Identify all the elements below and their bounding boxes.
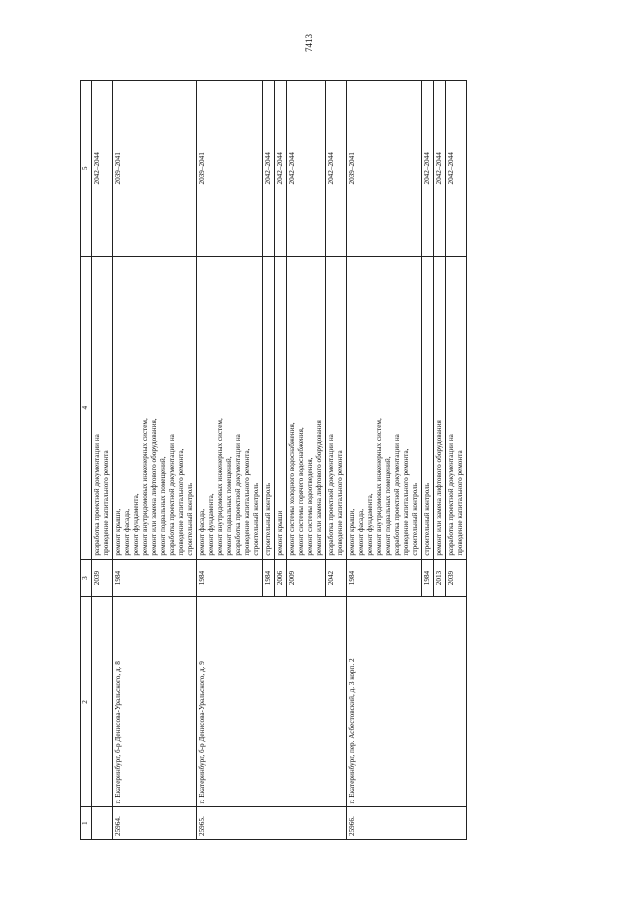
work-line: ремонт внутридомовых инженерных систем, bbox=[375, 418, 383, 556]
work-line: ремонт фундамента, bbox=[132, 493, 140, 556]
work-line: ремонт фасада, bbox=[357, 509, 365, 556]
table-container bbox=[80, 15, 573, 840]
work-line: строительный контроль bbox=[411, 482, 419, 556]
period-cell: 2039–2041 bbox=[197, 81, 263, 257]
year-cell: 2039 bbox=[446, 559, 467, 597]
repair-schedule-table bbox=[80, 80, 467, 840]
period-cell: 2042–2044 bbox=[287, 81, 326, 257]
work-line: строительный контроль bbox=[264, 482, 272, 556]
year-cell: 2013 bbox=[434, 559, 446, 597]
work-line: ремонт фасада, bbox=[198, 509, 206, 556]
works-cell bbox=[446, 256, 467, 559]
work-line: проведение капитального ремонта bbox=[336, 450, 344, 556]
works-cell bbox=[263, 256, 275, 559]
period-cell: 2039–2041 bbox=[347, 81, 422, 257]
year-cell: 2006 bbox=[275, 559, 287, 597]
work-line: разработка проектной документации на bbox=[168, 434, 176, 556]
work-line: разработка проектной документации на bbox=[447, 434, 455, 556]
period-cell: 2042–2044 bbox=[92, 81, 113, 257]
period-cell: 2042–2044 bbox=[263, 81, 275, 257]
period-cell: 2042–2044 bbox=[434, 81, 446, 257]
period-cell: 2042–2044 bbox=[275, 81, 287, 257]
work-line: ремонт подвальных помещений, bbox=[159, 456, 167, 556]
header-col-2: 2 bbox=[81, 597, 92, 807]
header-col-5: 5 bbox=[81, 81, 92, 257]
works-cell bbox=[275, 256, 287, 559]
period-cell: 2042–2044 bbox=[422, 81, 434, 257]
work-line: разработка проектной документации на bbox=[327, 434, 335, 556]
work-line: ремонт внутридомовых инженерных систем, bbox=[141, 418, 149, 556]
address-cell: г. Екатеринбург, б-р Денисова-Уральского, д. 9 bbox=[197, 597, 347, 807]
header-col-3: 3 bbox=[81, 559, 92, 597]
work-line: строительный контроль bbox=[252, 482, 260, 556]
work-line: проведение капитального ремонта bbox=[456, 450, 464, 556]
works-cell bbox=[422, 256, 434, 559]
work-line: ремонт фундамента, bbox=[207, 493, 215, 556]
year-cell: 2009 bbox=[287, 559, 326, 597]
work-line: проведение капитального ремонта, bbox=[177, 448, 185, 556]
rotated-table-area bbox=[80, 80, 573, 905]
works-cell bbox=[347, 256, 422, 559]
work-line: строительный контроль bbox=[186, 482, 194, 556]
works-cell bbox=[113, 256, 197, 559]
year-cell: 1984 bbox=[263, 559, 275, 597]
work-line: ремонт системы холодного водоснабжения, bbox=[288, 422, 296, 556]
period-cell: 2042–2044 bbox=[326, 81, 347, 257]
table-row bbox=[347, 81, 422, 840]
work-line: ремонт подвальных помещений, bbox=[225, 456, 233, 556]
work-line: разработка проектной документации на bbox=[234, 434, 242, 556]
table-row bbox=[92, 81, 113, 840]
row-number: 25964. bbox=[113, 807, 197, 840]
work-line: ремонт или замена лифтового оборудования bbox=[315, 420, 323, 556]
year-cell: 2039 bbox=[92, 559, 113, 597]
work-line: строительный контроль bbox=[423, 482, 431, 556]
row-number: 25966. bbox=[347, 807, 467, 840]
work-line: разработка проектной документации на bbox=[393, 434, 401, 556]
address-cell: г. Екатеринбург, пер. Асбестовский, д. 3 корп. 2 bbox=[347, 597, 467, 807]
header-col-1: 1 bbox=[81, 807, 92, 840]
period-cell: 2039–2041 bbox=[113, 81, 197, 257]
work-line: ремонт фасада, bbox=[123, 509, 131, 556]
works-cell bbox=[197, 256, 263, 559]
work-line: ремонт подвальных помещений, bbox=[384, 456, 392, 556]
period-cell: 2042–2044 bbox=[446, 81, 467, 257]
year-cell: 1984 bbox=[197, 559, 263, 597]
work-line: ремонт или замена лифтового оборудования bbox=[435, 420, 443, 556]
work-line: ремонт крыши, bbox=[114, 508, 122, 556]
year-cell: 1984 bbox=[113, 559, 197, 597]
work-line: ремонт крыши bbox=[276, 510, 284, 556]
work-line: ремонт или замена лифтового оборудования, bbox=[150, 418, 158, 556]
page-number: 7413 bbox=[304, 34, 314, 52]
work-line: ремонт системы горячего водоснабжения, bbox=[297, 427, 305, 556]
work-line: проведение капитального ремонта, bbox=[243, 448, 251, 556]
table-body bbox=[92, 81, 467, 840]
work-line: проведение капитального ремонта, bbox=[402, 448, 410, 556]
work-line: разработка проектной документации на bbox=[93, 434, 101, 556]
year-cell: 2042 bbox=[326, 559, 347, 597]
address-cell: г. Екатеринбург, б-р Денисова-Уральского, д. 8 bbox=[113, 597, 197, 807]
year-cell: 1984 bbox=[422, 559, 434, 597]
table-row bbox=[113, 81, 197, 840]
work-line: ремонт системы водоотведения, bbox=[306, 457, 314, 556]
year-cell: 1984 bbox=[347, 559, 422, 597]
works-cell bbox=[326, 256, 347, 559]
work-line: ремонт крыши, bbox=[348, 508, 356, 556]
work-line: ремонт фундамента, bbox=[366, 493, 374, 556]
work-line: проведение капитального ремонта bbox=[102, 450, 110, 556]
row-number: 25965. bbox=[197, 807, 347, 840]
table-row bbox=[197, 81, 263, 840]
work-line: ремонт внутридомовых инженерных систем, bbox=[216, 418, 224, 556]
works-cell bbox=[434, 256, 446, 559]
header-row bbox=[81, 81, 92, 840]
works-cell bbox=[287, 256, 326, 559]
works-cell bbox=[92, 256, 113, 559]
header-col-4: 4 bbox=[81, 256, 92, 559]
